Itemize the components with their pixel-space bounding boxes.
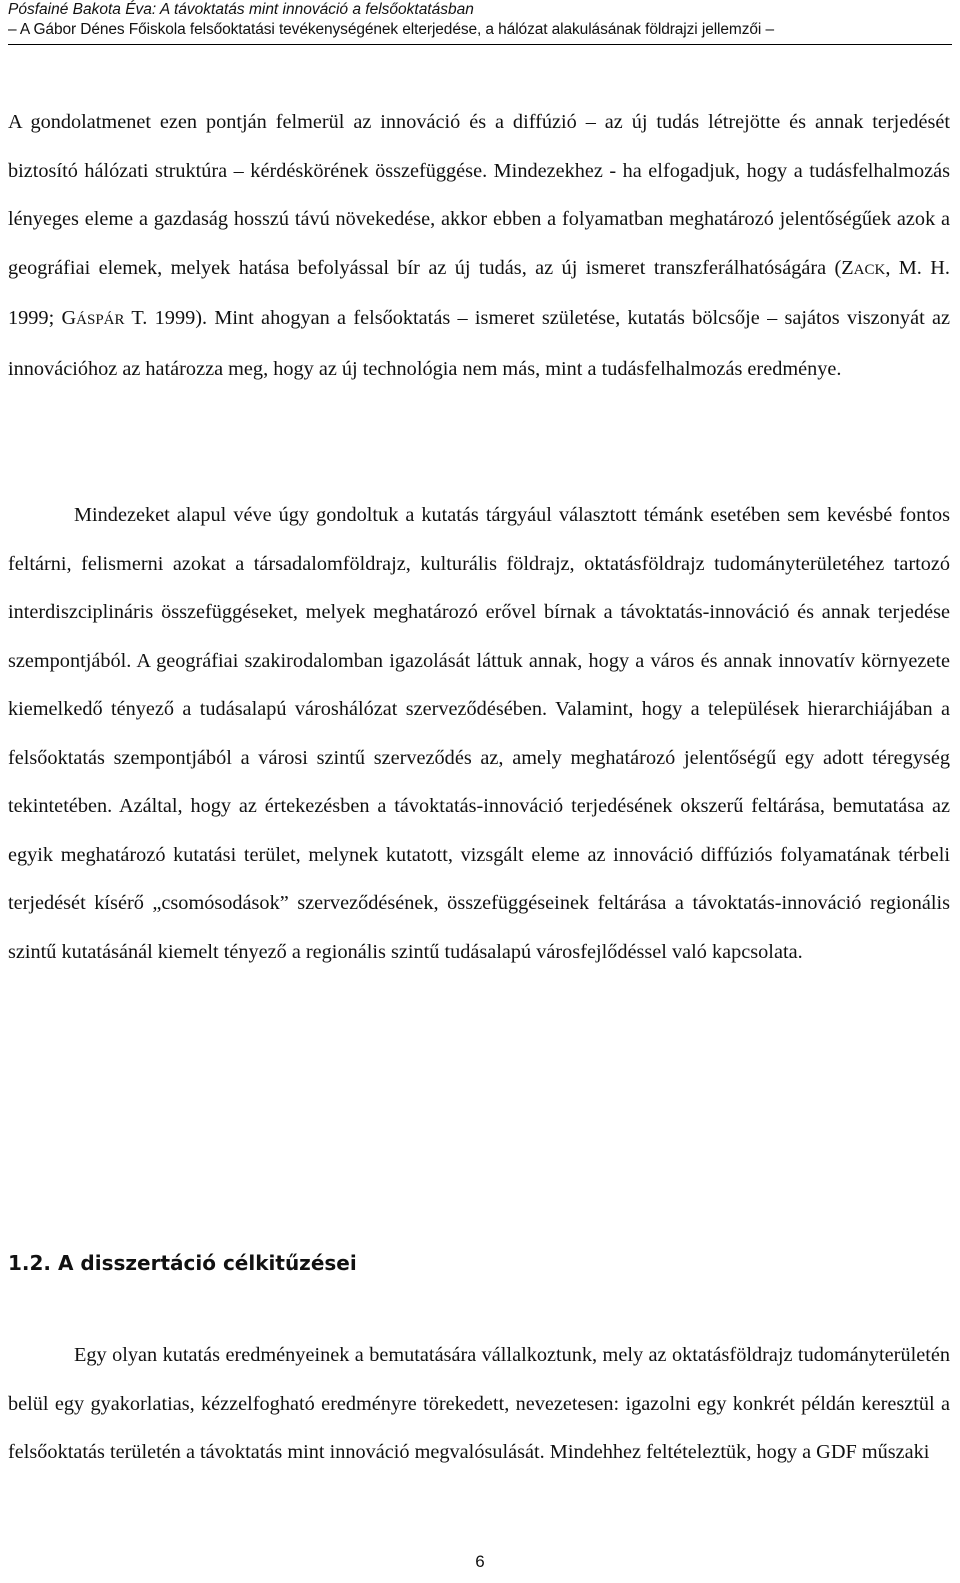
paragraph-3: Egy olyan kutatás eredményeinek a bemutatására vállalkoztunk, mely az oktatásföldrajz tudományterületén belül egy gyakorlatias, kézzelfogható eredményre törekedett, nevezetesen: igazolni egy konkrét példán keresztül a felsőoktatás területén a távoktatás mint innováció megvalósulását. Mindehhez feltételeztük, hogy a GDF műszaki [8, 1344, 950, 1463]
paragraph-2: Mindezeket alapul véve úgy gondoltuk a kutatás tárgyául választott témánk esetében sem kevésbé fontos feltárni, felismerni azokat a társadalomföldrajz, kulturális földrajz, oktatásföldrajz tudományterületéhez tartozó interdiszciplináris összefüggéseket, melyek meghatározó erővel bírnak a távoktatás-innováció és annak terjedése szempontjából. A geográfiai szakirodalomban igazolását láttuk annak, hogy a város és annak innovatív környezete kiemelkedő tényező a tudásalapú városhálózat szerveződésében. Valamint, hogy a települések hierarchiájában a felsőoktatás szempontjából a városi szintű szerveződés az, amely meghatározó jelentőségű egy adott téregység tekintetében. Azáltal, hogy az értekezésben a távoktatás-innováció terjedésének okszerű feltárása, bemutatása az egyik meghatározó kutatási terület, melynek kutatott, vizsgált eleme az innováció diffúziós folyamatának térbeli terjedését kísérő „csomósodások” szerveződésének, összefüggéseinek feltárása a távoktatás-innováció regionális szintű kutatásánál kiemelt tényező a regionális szintű tudásalapú városfejlődéssel való kapcsolata. [8, 504, 950, 963]
paragraph-1 [8, 98, 950, 393]
paragraph-1-text-b: , M. H. 1999; G [8, 256, 950, 329]
section-heading: 1.2. A disszertáció célkitűzései [8, 1251, 357, 1275]
header-author-title: Pósfainé Bakota Éva: A távoktatás mint innováció a felsőoktatásban [8, 1, 474, 18]
running-header [8, 0, 952, 45]
citation-smallcaps-zack: ACK [853, 261, 886, 278]
paragraph-1-text-a: A gondolatmenet ezen pontján felmerül az innováció és a diffúzió – az új tudás létrejötte és annak terjedését biztosító hálózati struktúra – kérdéskörének összefüggése. Mindezekhez - ha elfogadjuk, hogy a tudásfelhalmozás lényeges eleme a gazdaság hosszú távú növekedése, akkor ebben a folyamatban meghatározó jelentőségűek azok a geográfiai elemek, melyek hatása befolyással bír az új tudás, az új ismeret transzferálhatóságára (Z [8, 111, 950, 279]
header-subtitle: – A Gábor Dénes Főiskola felsőoktatási tevékenységének elterjedése, a hálózat alakulásának földrajzi jellemzői – [8, 20, 952, 45]
paragraph-1-text-c: T. 1999). Mint ahogyan a felsőoktatás – ismeret születése, kutatás bölcsője – sajátos viszonyát az innovációhoz az határozza meg, hogy az új technológia nem más, mint a tudásfelhalmozás eredménye. [8, 307, 951, 380]
page-number: 6 [475, 1552, 485, 1571]
citation-smallcaps-gaspar: ÁSPÁR [76, 312, 125, 328]
